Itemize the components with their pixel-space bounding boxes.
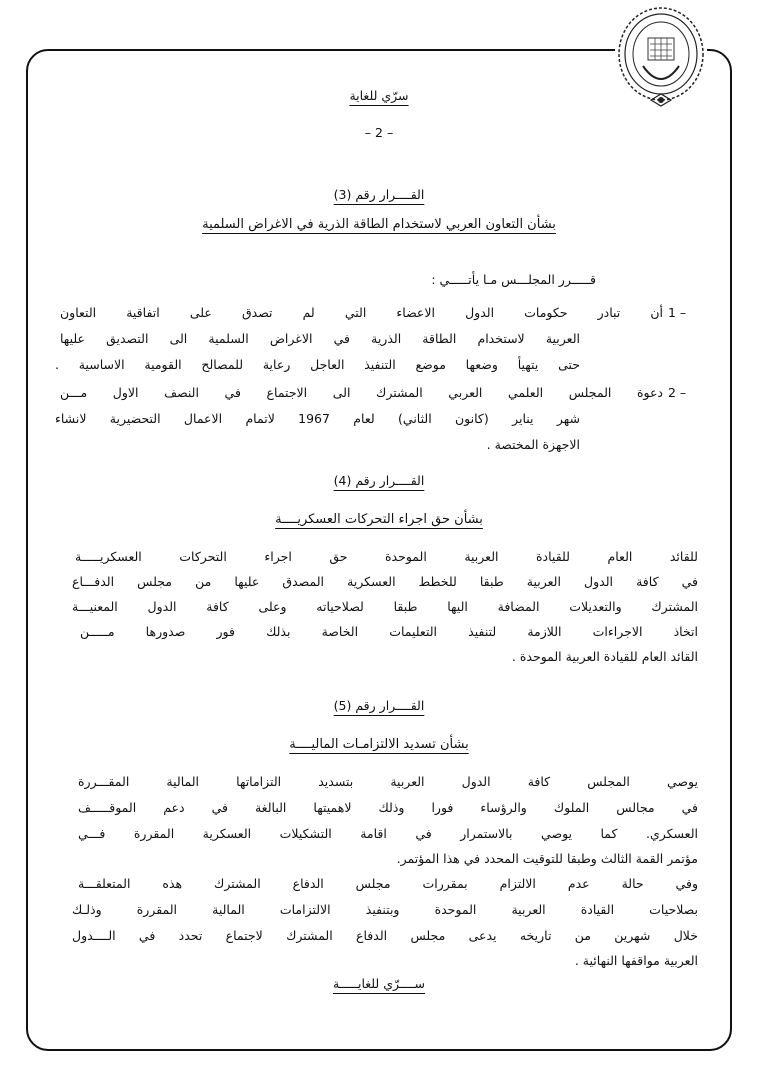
decision-4-line: اتخاذ الاجراءات اللازمة لتنفيذ التعليمات الخاصة بذلك فور صدورها مـــــن bbox=[80, 624, 698, 639]
decision-5-line: خلال شهرين من تاريخه يدعى مجلس الدفاع المشترك لاجتماع تحدد في الــــدول bbox=[72, 928, 698, 943]
decision-3-title: القــــرار رقم (3) bbox=[333, 187, 425, 202]
decision-4-subject: بشأن حق اجراء التحركات العسكريــــة bbox=[275, 512, 483, 527]
decision-4-line: في كافة الدول العربية طبقا للخطط العسكرية المصدق عليها من مجلس الدفـــاع bbox=[72, 574, 698, 589]
classification-footer: ســــرّي للغايـــــة bbox=[332, 976, 426, 991]
decision-4-line: المشترك والتعديلات المضافة اليها طبقا لصلاحياته وعلى كافة الدول المعنيـــة bbox=[72, 599, 698, 614]
item-1-number: 1 – bbox=[668, 305, 687, 320]
decision-5-line: العربية مواقفها النهائية . bbox=[574, 953, 698, 968]
decision-5-line: بصلاحيات القيادة العربية الموحدة وبتنفيذ الالتزامات المالية المقررة وذلـك bbox=[72, 902, 698, 917]
decision-5-title: القــــرار رقم (5) bbox=[333, 698, 425, 713]
decision-3-subject: بشأن التعاون العربي لاستخدام الطاقة الذرية في الاغراض السلمية bbox=[202, 217, 556, 232]
decision-5-line: في مجالس الملوك والرؤساء فورا وذلك لاهميتها البالغة في دعم الموقـــــف bbox=[78, 800, 698, 815]
item-2-line: دعوة المجلس العلمي العربي المشترك الى الاجتماع في النصف الاول مـــن bbox=[60, 385, 663, 400]
item-2-line: الاجهزة المختصة . bbox=[486, 437, 580, 452]
page-number: – 2 – bbox=[364, 125, 394, 140]
decision-4-title: القــــرار رقم (4) bbox=[333, 473, 425, 488]
decision-5-line: يوصي المجلس كافة الدول العربية بتسديد التزاماتها المالية المقـــررة bbox=[78, 774, 698, 789]
decision-4-line: القائد العام للقيادة العربية الموحدة . bbox=[511, 649, 698, 664]
item-1-line: حتى يتهيأ وضعها موضع التنفيذ العاجل رعاية للمصالح القومية الاساسية . bbox=[55, 357, 580, 372]
item-2-number: 2 – bbox=[668, 385, 687, 400]
decision-5-line: مؤتمر القمة الثالث وطبقا للتوقيت المحدد في هذا المؤتمر. bbox=[396, 851, 698, 866]
item-1-line: أن تبادر حكومات الدول الاعضاء التي لم تصدق على اتفاقية التعاون bbox=[60, 305, 663, 320]
item-1-line: العربية لاستخدام الطاقة الذرية في الاغراض السلمية الى التصديق عليها bbox=[60, 331, 580, 346]
decision-5-subject: بشأن تسديد الالتزامـات الماليــــة bbox=[289, 737, 469, 752]
decision-5-line: وفي حالة عدم الالتزام بمقررات مجلس الدفاع المشترك هذه المتعلقـــة bbox=[78, 876, 698, 891]
decision-3-intro: قـــــرر المجلـــس مـا يأتـــــي : bbox=[431, 272, 596, 287]
decision-4-line: للقائد العام للقيادة العربية الموحدة حق اجراء التحركات العسكريـــــة bbox=[75, 549, 698, 564]
item-2-line: شهر يناير (كانون الثاني) لعام 1967 لاتمام الاعمال التحضيرية لانشاء bbox=[55, 411, 580, 426]
classification-header: سرّي للغاية bbox=[349, 88, 409, 103]
decision-5-line: العسكري. كما يوصي بالاستمرار في اقامة التشكيلات العسكرية المقررة فـــي bbox=[78, 826, 698, 841]
